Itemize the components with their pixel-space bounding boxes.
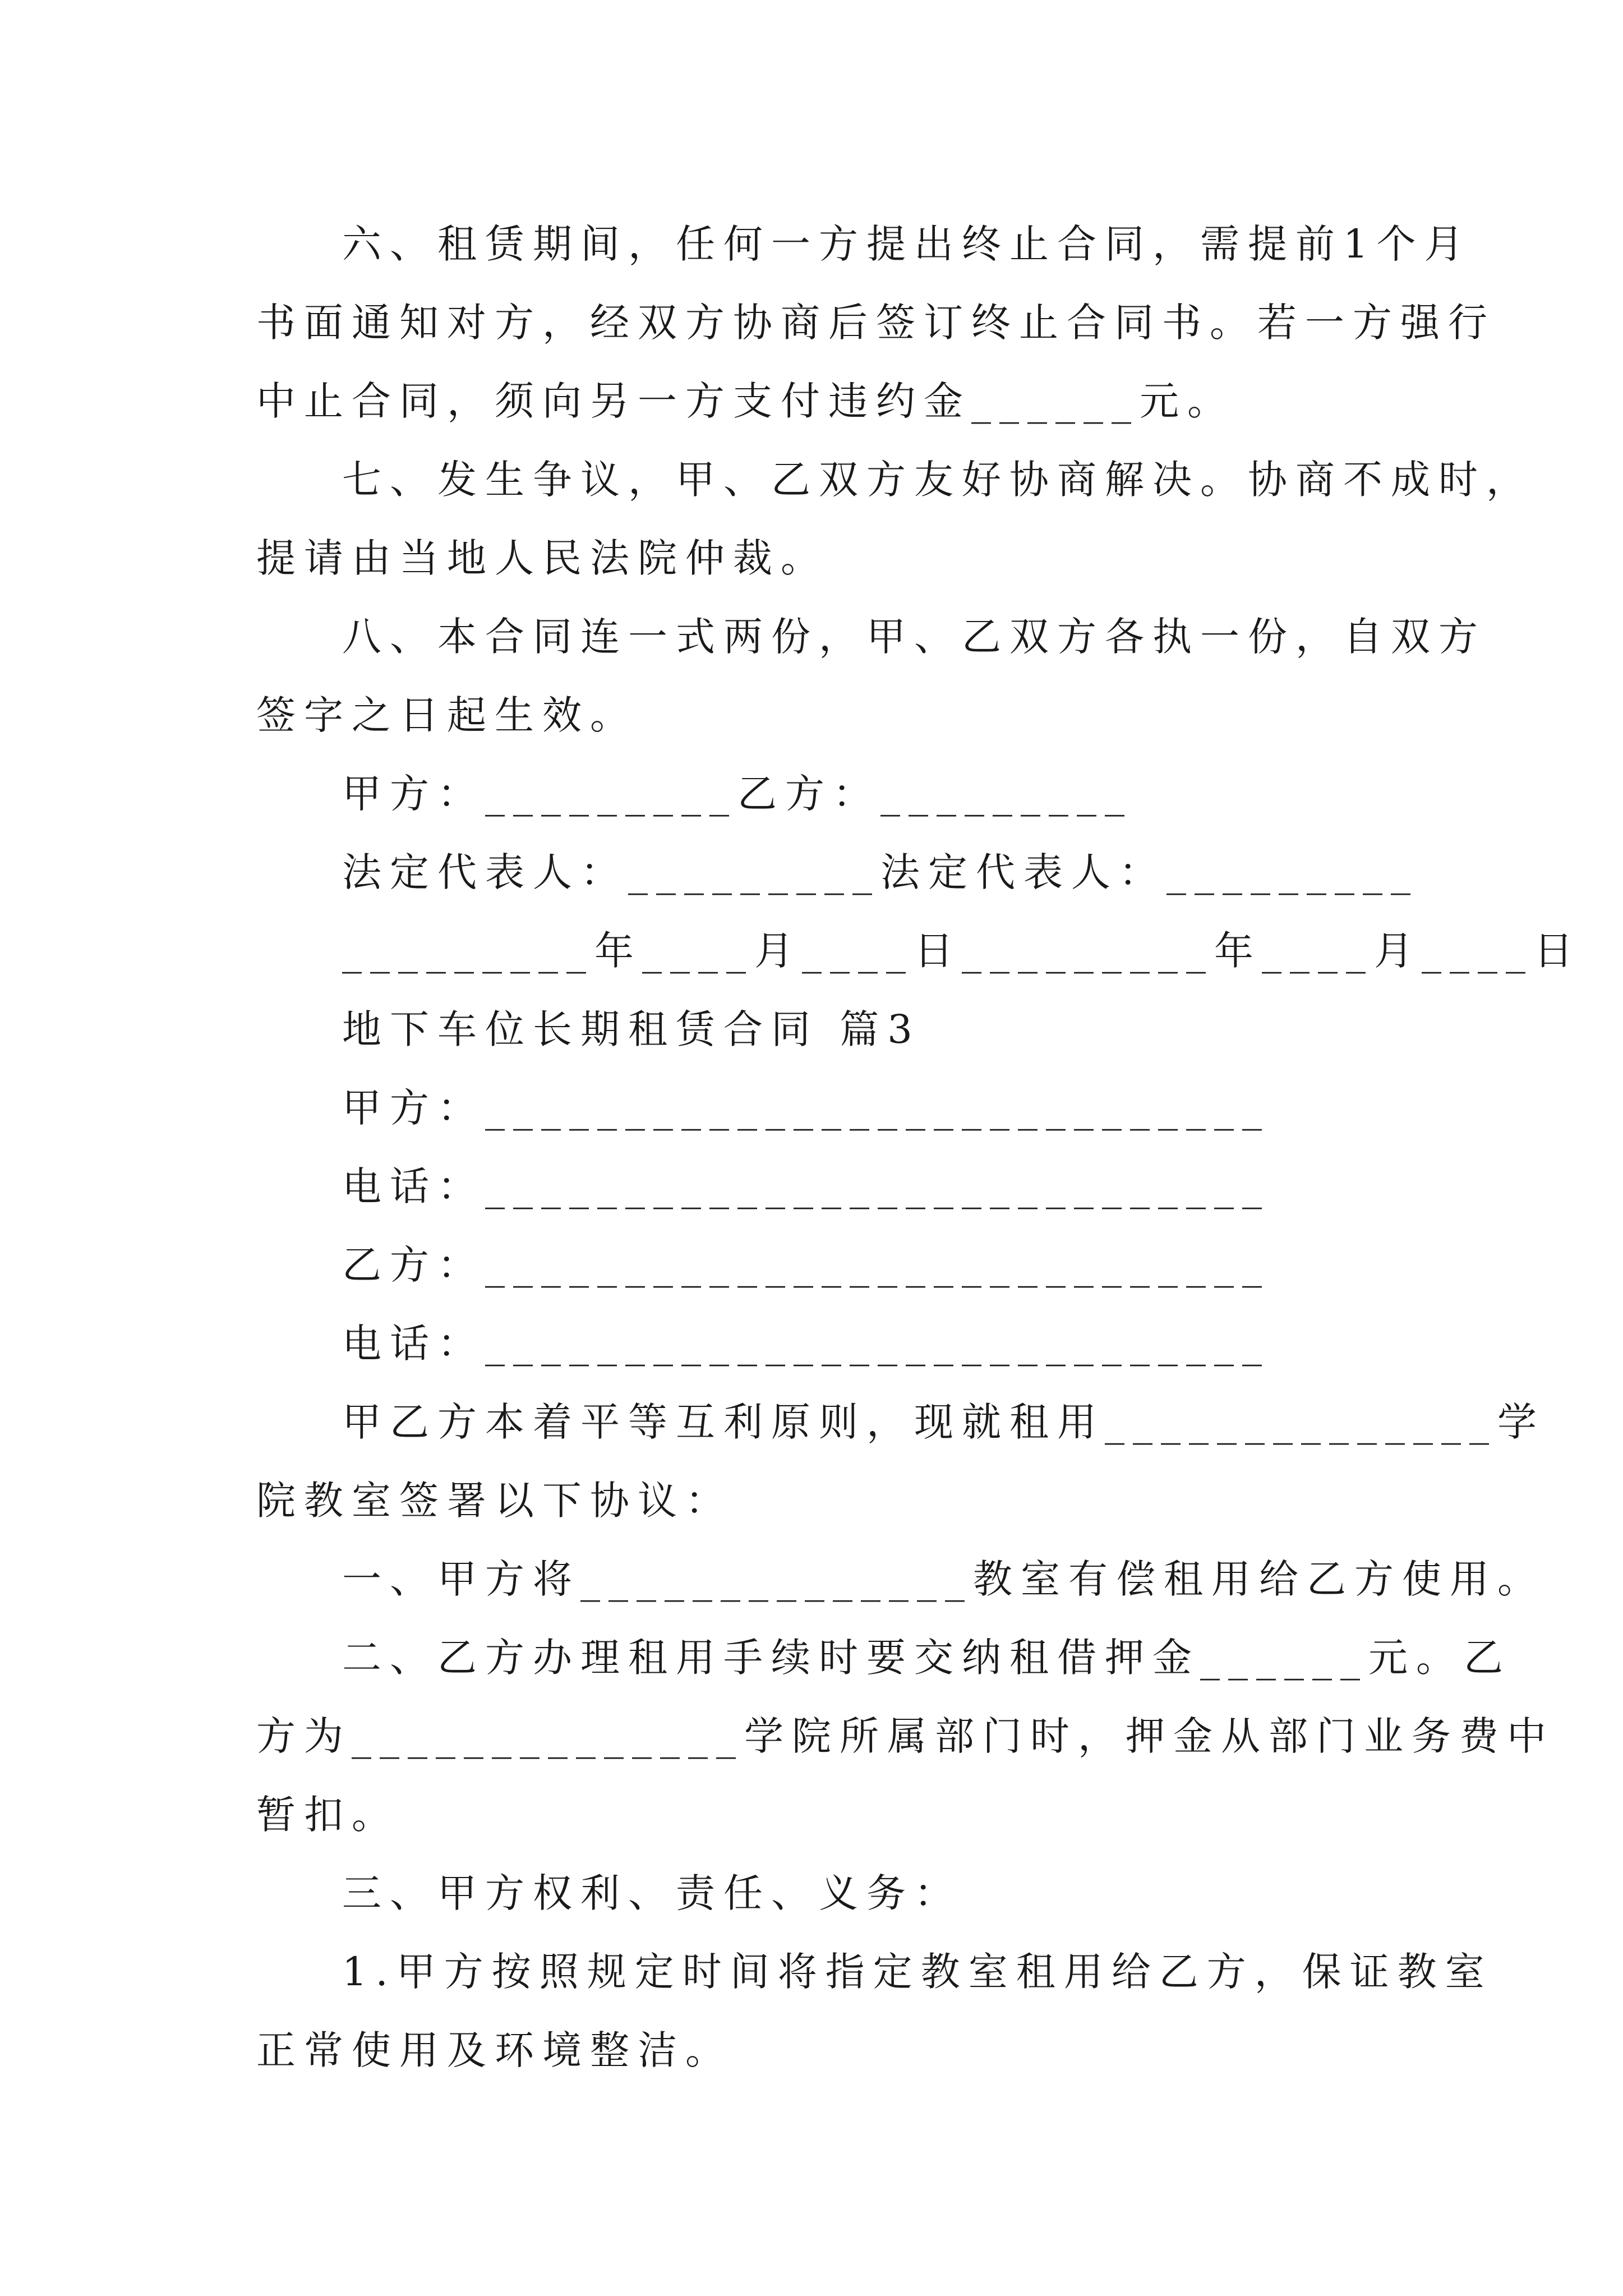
party-a-phone-field: 电话：____________________________ xyxy=(342,1163,1270,1209)
signature-dates-line: _________年____月____日_________年____月____日 xyxy=(342,928,1581,974)
clause-6-line-2: 书面通知对方，经双方协商后签订终止合同书。若一方强行 xyxy=(256,300,1496,346)
party-b-field: 乙方：____________________________ xyxy=(342,1242,1270,1288)
article-2-line-1: 二、乙方办理租用手续时要交纳租借押金______元。乙 xyxy=(342,1635,1511,1681)
article-3-item-1-line-1: 1.甲方按照规定时间将指定教室租用给乙方，保证教室 xyxy=(342,1949,1493,1995)
preamble-line-2: 院教室签署以下协议： xyxy=(256,1478,733,1524)
preamble-line-1: 甲乙方本着平等互利原则，现就租用______________学 xyxy=(342,1399,1545,1445)
clause-6-line-1: 六、租赁期间，任何一方提出终止合同，需提前1个月 xyxy=(342,221,1472,267)
article-3-item-1-line-2: 正常使用及环境整洁。 xyxy=(256,2027,733,2073)
clause-6-line-3: 中止合同，须向另一方支付违约金______元。 xyxy=(256,378,1235,424)
clause-7-line-2: 提请由当地人民法院仲裁。 xyxy=(256,535,828,581)
party-b-phone-field: 电话：____________________________ xyxy=(342,1320,1270,1366)
clause-7-line-1: 七、发生争议，甲、乙双方友好协商解决。协商不成时， xyxy=(342,457,1534,503)
article-2-line-3: 暂扣。 xyxy=(256,1792,399,1838)
article-2-line-2: 方为______________学院所属部门时，押金从部门业务费中 xyxy=(256,1713,1555,1759)
clause-8-line-1: 八、本合同连一式两份，甲、乙双方各执一份，自双方 xyxy=(342,614,1486,660)
article-1-line-1: 一、甲方将______________教室有偿租用给乙方使用。 xyxy=(342,1556,1545,1602)
section-title: 地下车位长期租赁合同 篇3 xyxy=(342,1006,921,1052)
signature-parties-line: 甲方：_________乙方：_________ xyxy=(342,771,1133,817)
clause-8-line-2: 签字之日起生效。 xyxy=(256,692,638,738)
signature-representatives-line: 法定代表人：_________法定代表人：_________ xyxy=(342,849,1419,895)
article-3-heading: 三、甲方权利、责任、义务： xyxy=(342,1870,962,1916)
party-a-field: 甲方：____________________________ xyxy=(342,1085,1270,1131)
